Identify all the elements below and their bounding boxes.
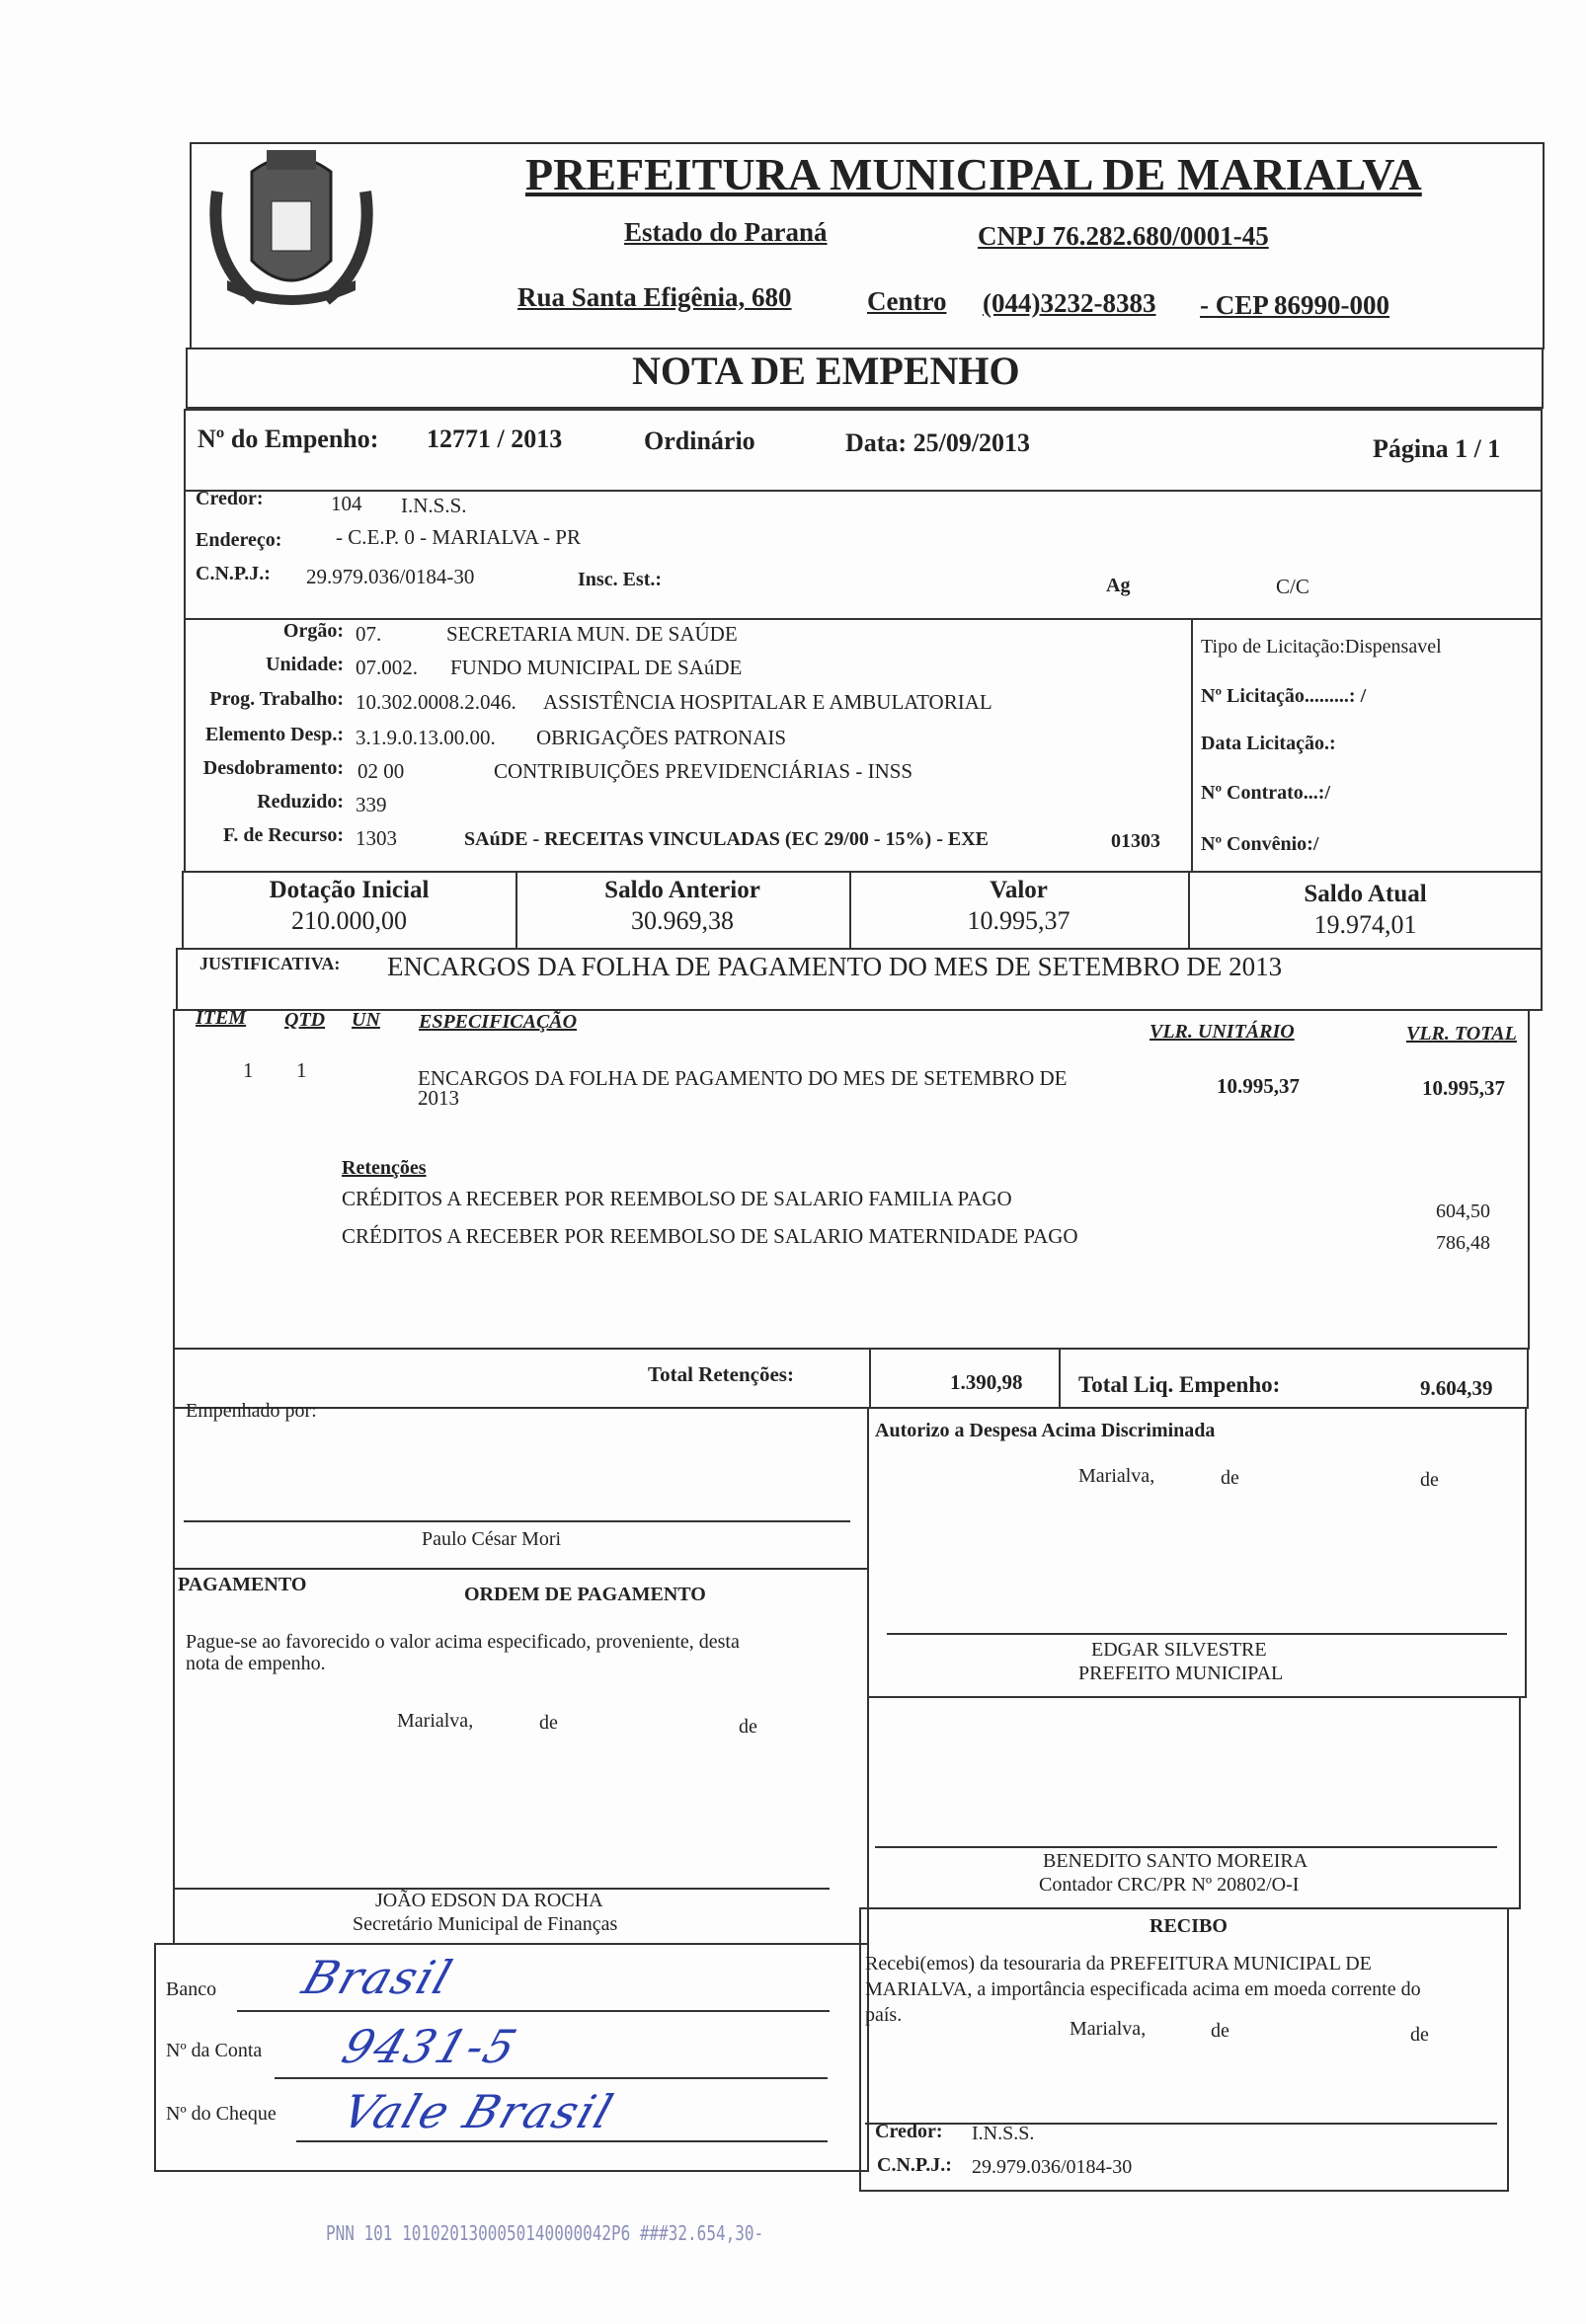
- item-number: 1: [243, 1058, 254, 1082]
- item-unit-value: 10.995,37: [1217, 1074, 1300, 1098]
- prefeito-role: PREFEITO MUNICIPAL: [1078, 1663, 1284, 1684]
- retencao-value: 604,50: [1436, 1201, 1490, 1222]
- total-retencoes-label: Total Retenções:: [648, 1362, 794, 1386]
- prefeito-name: EDGAR SILVESTRE: [1091, 1639, 1267, 1661]
- header-especificacao: ESPECIFICAÇÃO: [419, 1011, 578, 1033]
- dotacao-desc: ASSISTÊNCIA HOSPITALAR E AMBULATORIAL: [543, 690, 992, 714]
- retencoes-title: Retenções: [342, 1157, 427, 1179]
- item-total-value: 10.995,37: [1422, 1076, 1505, 1100]
- ordem-pagamento-title: ORDEM DE PAGAMENTO: [464, 1584, 706, 1605]
- item-spec: ENCARGOS DA FOLHA DE PAGAMENTO DO MES DE SETEMBRO DE: [418, 1066, 1068, 1090]
- dotacao-desc: FUNDO MUNICIPAL DE SAúDE: [450, 656, 743, 679]
- recibo-title: RECIBO: [1150, 1915, 1228, 1937]
- empenhado-label: Empenhado por:: [186, 1400, 317, 1422]
- header-address: Rua Santa Efigênia, 680: [517, 282, 792, 312]
- header-cnpj: CNPJ 76.282.680/0001-45: [978, 221, 1269, 251]
- conta-line: [275, 2077, 828, 2079]
- dotacao-label: Reduzido:: [257, 791, 344, 813]
- divider: [515, 873, 517, 948]
- credor-box: [184, 490, 1543, 620]
- bank-stamp: PNN 101 1010201300050140000042P6 ###32.654,30-: [326, 2221, 764, 2245]
- autorizo-place: Marialva,: [1078, 1465, 1155, 1487]
- signature-line: [875, 1846, 1497, 1848]
- dotacao-label: Orgão:: [282, 620, 344, 642]
- empenho-date: Data: 25/09/2013: [845, 428, 1031, 457]
- recibo-text-3: país.: [865, 2004, 903, 2026]
- retencao-desc: CRÉDITOS A RECEBER POR REEMBOLSO DE SALARIO FAMILIA PAGO: [342, 1187, 1012, 1210]
- totals-row: [173, 1348, 1529, 1409]
- header-un: UN: [352, 1009, 380, 1031]
- dotacao-code: 3.1.9.0.13.00.00.: [356, 726, 496, 749]
- page-number: Página 1 / 1: [1373, 434, 1501, 463]
- header-phone: (044)3232-8383: [983, 288, 1156, 318]
- handwritten-account-number: 9431-5: [336, 2020, 525, 2073]
- pagamento-place: Marialva,: [397, 1710, 474, 1732]
- recibo-credor-label: Credor:: [875, 2121, 943, 2142]
- licitacao-field: Data Licitação.:: [1201, 733, 1336, 754]
- header-state: Estado do Paraná: [624, 217, 828, 247]
- banco-label: Banco: [166, 1978, 217, 2000]
- item-qtd: 1: [296, 1058, 307, 1082]
- dotacao-code: 10.302.0008.2.046.: [356, 690, 516, 714]
- total-retencoes-value: 1.390,98: [950, 1370, 1023, 1394]
- dotacao-desc: OBRIGAÇÕES PATRONAIS: [536, 726, 787, 749]
- recibo-cnpj-label: C.N.P.J.:: [877, 2154, 952, 2176]
- contador-name: BENEDITO SANTO MOREIRA: [1043, 1850, 1308, 1872]
- credor-cnpj: 29.979.036/0184-30: [306, 565, 475, 588]
- retencao-desc: CRÉDITOS A RECEBER POR REEMBOLSO DE SALARIO MATERNIDADE PAGO: [342, 1224, 1078, 1248]
- licitacao-field: Nº Licitação.........: /: [1201, 685, 1367, 707]
- credor-address: - C.E.P. 0 - MARIALVA - PR: [336, 525, 581, 549]
- saldo-label: Saldo Atual: [1304, 881, 1427, 907]
- saldo-label: Saldo Anterior: [604, 877, 760, 903]
- empenho-number: 12771 / 2013: [427, 425, 563, 453]
- header-qtd: QTD: [284, 1009, 326, 1031]
- saldo-label: Valor: [990, 877, 1048, 903]
- recibo-de: de: [1211, 2020, 1229, 2042]
- cheque-label: Nº do Cheque: [166, 2103, 277, 2125]
- header-item: ITEM: [196, 1007, 247, 1029]
- handwritten-bank-name: Brasil: [296, 1951, 460, 2004]
- divider: [1191, 620, 1193, 873]
- left-bottom-box: [173, 1407, 869, 1945]
- banco-line: [237, 2010, 830, 2012]
- signature-line: [184, 1520, 850, 1522]
- conta-label: Nº da Conta: [166, 2040, 263, 2061]
- pagamento-label: PAGAMENTO: [178, 1574, 307, 1595]
- dotacao-label: F. de Recurso:: [222, 824, 344, 846]
- empenho-type: Ordinário: [644, 426, 755, 455]
- divider: [849, 873, 851, 948]
- dotacao-code: 02 00: [357, 759, 405, 783]
- recibo-text-2: MARIALVA, a importância especificada acima em moeda corrente do: [865, 1978, 1421, 2000]
- autorizo-de: de: [1420, 1469, 1439, 1491]
- ag-label: Ag: [1106, 575, 1131, 596]
- secretario-name: JOÃO EDSON DA ROCHA: [375, 1890, 603, 1911]
- empenho-label: Nº do Empenho:: [198, 425, 379, 453]
- recibo-box: [859, 1907, 1509, 2192]
- cc-label: C/C: [1276, 575, 1309, 598]
- licitacao-field: Nº Convênio:/: [1201, 833, 1319, 855]
- pagamento-text-2: nota de empenho.: [186, 1653, 326, 1674]
- recibo-credor: I.N.S.S.: [972, 2123, 1035, 2144]
- header-district: Centro: [867, 286, 947, 316]
- autorizo-label: Autorizo a Despesa Acima Discriminada: [875, 1420, 1216, 1441]
- justificativa-label: JUSTIFICATIVA:: [199, 954, 341, 973]
- saldo-value: 19.974,01: [1313, 910, 1417, 939]
- autorizo-de: de: [1221, 1467, 1239, 1489]
- divider: [173, 1568, 869, 1570]
- signature-line: [865, 2123, 1497, 2125]
- pagamento-de: de: [539, 1712, 558, 1734]
- pagamento-text: Pague-se ao favorecido o valor acima especificado, proveniente, desta: [186, 1631, 740, 1653]
- secretario-role: Secretário Municipal de Finanças: [353, 1913, 618, 1935]
- recibo-de: de: [1410, 2024, 1429, 2046]
- dotacao-desc: SAúDE - RECEITAS VINCULADAS (EC 29/00 - 15%) - EXE: [464, 828, 989, 850]
- dotacao-extra: 01303: [1111, 830, 1160, 852]
- divider: [1059, 1348, 1061, 1409]
- cnpj-label: C.N.P.J.:: [196, 563, 271, 584]
- handwritten-cheque-number: Vale Brasil: [336, 2085, 621, 2138]
- recibo-text: Recebi(emos) da tesouraria da PREFEITURA MUNICIPAL DE: [865, 1953, 1372, 1975]
- dotacao-desc: SECRETARIA MUN. DE SAÚDE: [446, 622, 738, 646]
- coat-of-arms-logo: [198, 132, 385, 330]
- dotacao-code: 07.: [356, 622, 382, 646]
- dotacao-code: 1303: [356, 826, 397, 850]
- pagamento-de: de: [739, 1716, 757, 1738]
- total-liquido-value: 9.604,39: [1420, 1376, 1493, 1400]
- doc-title: NOTA DE EMPENHO: [632, 349, 1020, 393]
- credor-name: I.N.S.S.: [401, 494, 467, 517]
- header-vlr-unitario: VLR. UNITÁRIO: [1150, 1021, 1295, 1043]
- cheque-line: [296, 2140, 828, 2142]
- saldo-value: 210.000,00: [291, 906, 407, 935]
- empenhado-name: Paulo César Mori: [422, 1528, 562, 1550]
- dotacao-label: Desdobramento:: [202, 757, 344, 779]
- divider: [869, 1348, 871, 1409]
- dotacao-code: 339: [356, 793, 387, 816]
- dotacao-label: Prog. Trabalho:: [209, 688, 344, 710]
- header-vlr-total: VLR. TOTAL: [1406, 1023, 1517, 1045]
- justificativa-text: ENCARGOS DA FOLHA DE PAGAMENTO DO MES DE SETEMBRO DE 2013: [387, 952, 1283, 981]
- licitacao-field: Nº Contrato...:/: [1201, 782, 1331, 804]
- saldo-value: 30.969,38: [631, 906, 734, 935]
- saldo-label: Dotação Inicial: [269, 877, 430, 903]
- header-title: PREFEITURA MUNICIPAL DE MARIALVA: [525, 149, 1422, 199]
- address-label: Endereço:: [196, 529, 282, 551]
- dotacao-desc: CONTRIBUIÇÕES PREVIDENCIÁRIAS - INSS: [494, 759, 913, 783]
- contador-role: Contador CRC/PR Nº 20802/O-I: [1039, 1874, 1300, 1896]
- item-spec-2: 2013: [418, 1086, 459, 1110]
- header-cep: - CEP 86990-000: [1200, 290, 1389, 320]
- insc-label: Insc. Est.:: [578, 569, 663, 590]
- dotacao-code: 07.002.: [356, 656, 418, 679]
- recibo-place: Marialva,: [1070, 2018, 1147, 2040]
- recibo-cnpj: 29.979.036/0184-30: [972, 2156, 1133, 2178]
- credor-label: Credor:: [196, 488, 264, 509]
- licitacao-field: Tipo de Licitação:Dispensavel: [1201, 636, 1442, 658]
- credor-code: 104: [331, 492, 362, 515]
- saldo-value: 10.995,37: [967, 906, 1071, 935]
- signature-line: [887, 1633, 1507, 1635]
- total-liquido-label: Total Liq. Empenho:: [1078, 1372, 1281, 1397]
- retencao-value: 786,48: [1436, 1232, 1490, 1254]
- divider: [1188, 873, 1190, 948]
- dotacao-label: Unidade:: [266, 654, 344, 675]
- dotacao-label: Elemento Desp.:: [205, 724, 344, 745]
